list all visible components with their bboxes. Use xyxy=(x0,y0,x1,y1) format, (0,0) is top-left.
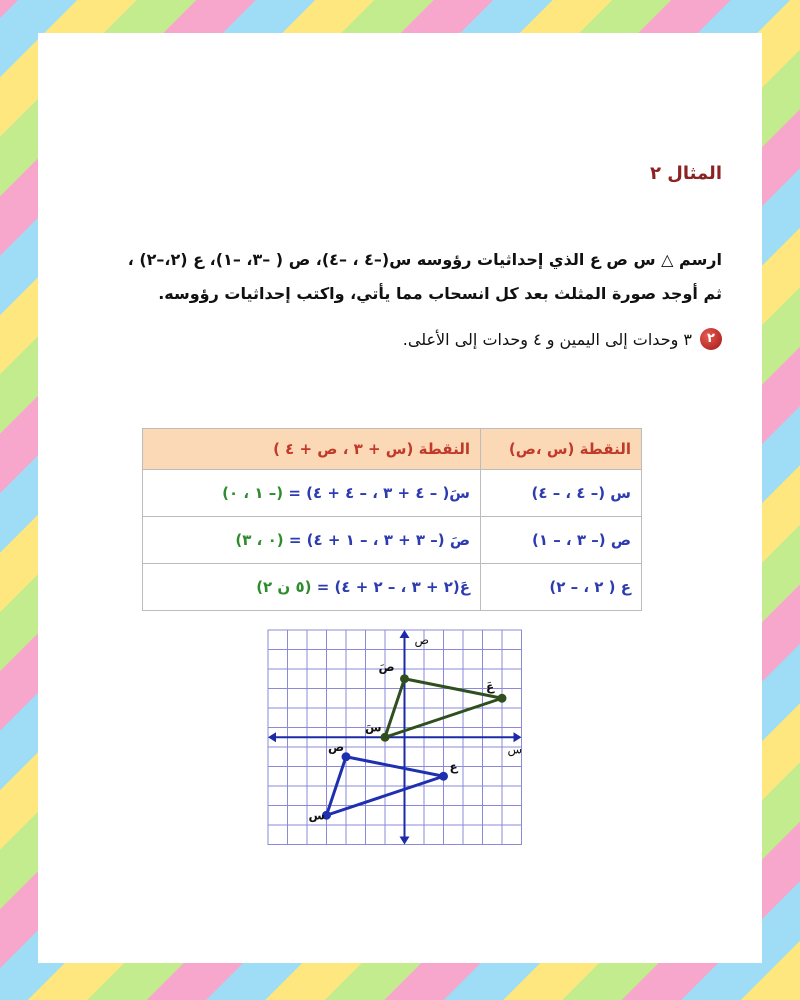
table-header-row xyxy=(143,429,642,470)
problem-line-2: ثم أوجد صورة المثلث بعد كل انسحاب مما يأتي، واكتب إحداثيات رؤوسه. xyxy=(158,284,722,303)
image-vertex-label: عَ xyxy=(486,679,495,694)
part-item xyxy=(403,328,722,350)
image-expression: صَ (– ٣ + ٣ ، – ١ + ٤) = xyxy=(288,531,470,549)
coordinate-graph xyxy=(228,625,528,865)
part-text: ٣ وحدات إلى اليمين و ٤ وحدات إلى الأعلى. xyxy=(402,329,692,349)
coordinate-plane xyxy=(228,625,528,865)
problem-statement xyxy=(82,243,722,311)
image-result: (– ١ ، ٠) xyxy=(222,484,284,502)
y-axis-label: ص xyxy=(414,633,430,647)
image-vertex-point xyxy=(498,694,507,703)
original-vertex-label: ص xyxy=(328,739,345,754)
original-vertex-point xyxy=(439,772,448,781)
table-row xyxy=(143,517,642,564)
header-point: النقطة (س ،ص) xyxy=(481,429,642,470)
image-vertex-label: سَ xyxy=(365,720,382,735)
cell-image xyxy=(143,564,481,611)
original-vertex-label: ع xyxy=(449,759,458,774)
image-vertex-point xyxy=(381,733,390,742)
cell-point: ص (– ٣ ، – ١) xyxy=(481,517,642,564)
cell-image xyxy=(143,517,481,564)
x-axis-label: س xyxy=(507,742,523,757)
cell-image xyxy=(143,470,481,517)
image-result: (٠ ، ٣) xyxy=(235,531,284,549)
problem-line-1: ارسم △ س ص ع الذي إحداثيات رؤوسه س(–٤ ، –٤)، ص ( –٣، –١)، ع (٢،–٢) ، xyxy=(127,250,722,269)
image-vertex-label: صَ xyxy=(378,659,395,674)
header-image: النقطة (س + ٣ ، ص + ٤ ) xyxy=(143,429,481,470)
image-expression: عَ(٢ + ٣ ، – ٢ + ٤) = xyxy=(316,578,470,596)
image-vertex-point xyxy=(400,674,409,683)
image-result: (٥ ن ٢) xyxy=(256,578,312,596)
example-title: المثال ٢ xyxy=(650,163,722,184)
original-vertex-label: س xyxy=(308,808,326,823)
translation-table xyxy=(142,428,642,611)
image-expression: سَ( – ٤ + ٣ ، – ٤ + ٤) = xyxy=(288,484,470,502)
cell-point: س (– ٤ ، – ٤) xyxy=(481,470,642,517)
table-row xyxy=(143,564,642,611)
part-number-badge: ٢ xyxy=(700,328,722,350)
table-row xyxy=(143,470,642,517)
cell-point: ع ( ٢ ، – ٢) xyxy=(481,564,642,611)
